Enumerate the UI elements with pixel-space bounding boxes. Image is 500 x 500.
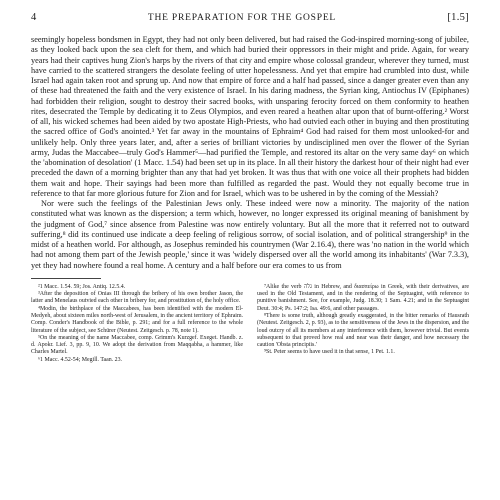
footnote: ²1 Macc. 1.54. 59; Jos. Antiq. 12.5.4. — [38, 283, 126, 290]
footnote: ⁷Alike the verb גלה in Hebrew, and διασπείρω in Greek, with their derivatives, are used in the Old Testament, and in the rendering of the Septuagint, with reference to punitive banishment. See, for example, Judg. 18.30; 1 Sam. 4.21; and in the Septuagint Deut. 30:4; Ps. 147:2; Isa. 49:6, and other passages. — [257, 283, 469, 312]
footnote: ⁹St. Peter seems to have used it in that sense, 1 Pet. 1.1. — [264, 349, 395, 356]
page-number: 4 — [31, 12, 37, 23]
footnotes-right-column — [257, 284, 469, 364]
footnote: ⁸There is some truth, although greatly exaggerated, in the bitter remarks of Hausrath (Neutest. Zeitgesch. 2, p. 93), as to the sensitiveness of the Jews in the dispersion, and the loud outcry of all its members at any interference with them, however trivial. But events subsequent to that proved how real and near was their danger, and how necessary the caution 'Obsta principiis.' — [257, 312, 469, 349]
footnotes — [31, 284, 469, 364]
section-marker: [1.5] — [447, 12, 469, 23]
body-text — [31, 35, 469, 271]
footnote: ⁴Modin, the birthplace of the Maccabees, has been identified with the modern El-Medyeh, about sixteen miles north-west of Jerusalem, in the ancient territory of Ephraim. Comp. Conder's Handbook of the Bible, p. 291; and for a full reference to the whole literature of the subject, see Schürer (Neutest. Zeitgesch. p. 78, note 1). — [31, 305, 243, 334]
footnote: ³After the deposition of Onias III through the bribery of his own brother Jason, the latter and Menelaus outvied each other in bribery for, and prostitution of, the holy office. — [31, 291, 243, 305]
paragraph: seemingly hopeless bondsmen in Egypt, they had not only been delivered, but had raised the God-inspired morning-song of jubilee, as they looked back upon the sea cleft for them, and which had buried their oppressors in their might and pride. Again, for weary years had their captives hung Zion's harps by the rivers of that city and empire whose colossal grandeur, wherever they turned, must have carried to the scattered strangers the desolate feeling of utter hopelessness. And yet that empire had crumbled into dust, while Israel had again taken root and sprung up. And now that empire of force and a half had passed, since a danger greater even than any of these had threatened the faith and the very existence of Israel. In his daring madness, the Syrian king, Antiochus IV (Epiphanes) had forbidden their religion, sought to destroy their sacred books, with unsparing ferocity forced on them conformity to heathen rites, desecrated the Temple by dedicating it to Zeus Olympios, and even reared a heathen altar upon that of burnt-offering.² Worst of all, his wicked schemes had been aided by two apostate High-Priests, who had outvied each other in buying and then prostituting the sacred office of God's anointed.³ Yet far away in the mountains of Ephraim⁴ God had raised for them most unlooked-for and unlikely help. Only three years later, and, after a series of brilliant victories by undisciplined men over the flower of the Syrian army, Judas the Maccabee—truly God's Hammer⁵—had purified the Temple, and restored its altar on the very same day⁶ on which the 'abomination of desolation' (1 Macc. 1.54) had been set up in its place. In all their history the darkest hour of their night had ever preceded the dawn of a morning brighter than any that had yet broken. It was thus that with one voice all their prophets had bidden them wait and hope. Their sayings had been more than fulfilled as regarded the past. Would they not equally become true in reference to that far more glorious future for Zion and for Israel, which was to be ushered in by the coming of the Messiah? — [31, 35, 469, 198]
running-head — [31, 12, 469, 26]
footnotes-left-column — [31, 284, 243, 364]
paragraph: Nor were such the feelings of the Palestinian Jews only. These indeed were now a minority. The majority of the nation constituted what was known as the dispersion; a term which, however, no longer expressed its original meaning of banishment by the judgment of God,⁷ since absence from Palestine was now entirely voluntary. But all the more that it referred not to outward suffering,⁸ did its continued use indicate a deep feeling of religious sorrow, of social isolation, and of political strangership⁹ in the midst of a heathen world. For although, as Josephus reminded his countrymen (War 2.16.4), there was 'no nation in the world which had not among them part of the Jewish people,' since it was 'widely dispersed over all the world among its inhabitants' (War 7.3.3), yet they had nowhere found a real home. A century and a half before our era comes to us from — [31, 199, 469, 270]
footnote: ⁶1 Macc. 4.52-54; Megill. Taan. 23. — [38, 356, 122, 363]
running-title: THE PREPARATION FOR THE GOSPEL — [147, 13, 337, 23]
footnote-rule — [31, 278, 101, 279]
footnote: ⁵On the meaning of the name Maccabee, comp. Grimm's Kurzgef. Exeget. Handb. z. d. Apokr. Lief. 3, pp. 9, 10. We adopt the derivation from Maqqabha, a hammer, like Charles Martel. — [31, 334, 243, 356]
